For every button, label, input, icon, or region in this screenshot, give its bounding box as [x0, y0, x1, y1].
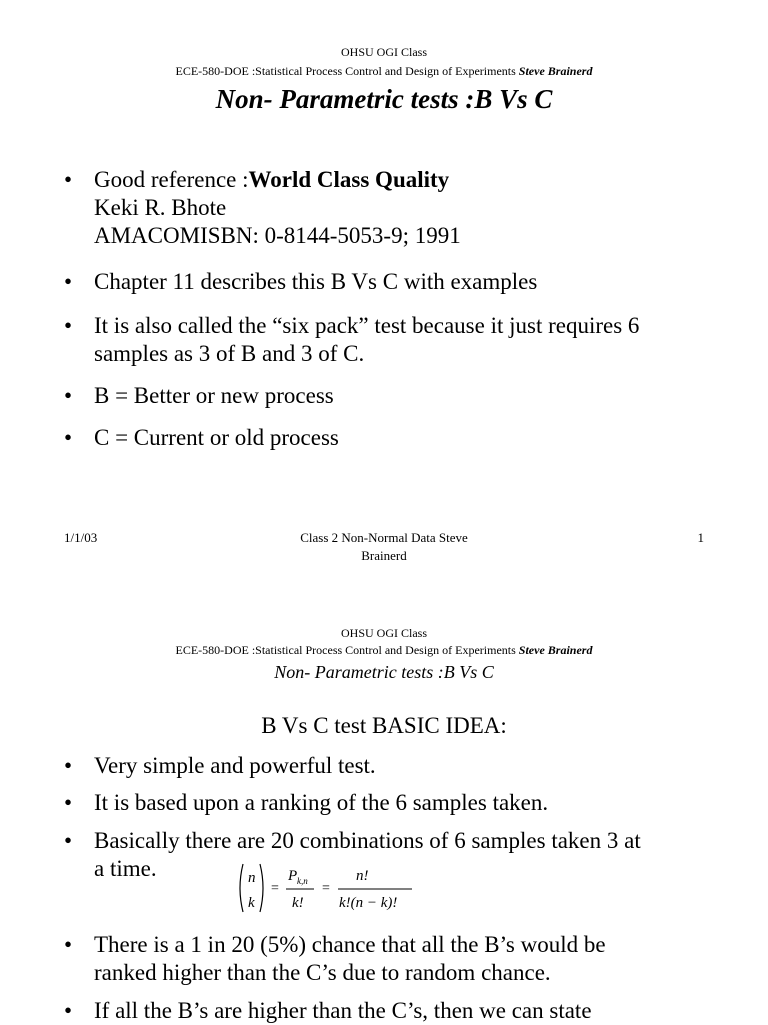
formula-n-factorial: n!: [356, 868, 369, 884]
bullet-dot: •: [64, 998, 73, 1023]
slide1-bullet-six-pack: [64, 312, 724, 368]
slide1-bullet-chapter: [64, 268, 724, 296]
reference-isbn: AMACOMISBN: 0-8144-5053-9; 1991: [94, 223, 461, 248]
slide2-title: Non- Parametric tests :B Vs C: [274, 662, 494, 682]
slide1-footer-date: 1/1/03: [64, 530, 98, 545]
bullet-text-line1: It is also called the “six pack” test because it just requires 6: [94, 313, 640, 338]
slide2-bullet-chance: [64, 931, 724, 987]
bullet-dot: •: [64, 425, 73, 450]
formula-p: P: [288, 868, 298, 884]
bullet-text-line2: samples as 3 of B and 3 of C.: [94, 341, 365, 366]
slide1-header-course: [0, 64, 768, 78]
formula-k: k: [248, 895, 255, 911]
bullet-dot: •: [64, 383, 73, 408]
footer-center-line1: Class 2 Non-Normal Data Steve: [300, 530, 468, 545]
slide2-bullet-ranking: [64, 789, 724, 817]
bullet-dot: •: [64, 167, 73, 192]
formula-equals-2: =: [322, 881, 330, 896]
formula-n: n: [248, 870, 256, 886]
bullet-text-line1: There is a 1 in 20 (5%) chance that all the B’s would be: [94, 932, 606, 957]
slide1-footer-center: [234, 529, 534, 565]
slide1-header-class: OHSU OGI Class: [340, 45, 427, 59]
formula-left-paren: [240, 864, 243, 912]
reference-prefix: Good reference :: [94, 167, 249, 192]
formula-right-paren: [260, 864, 263, 912]
bullet-text-line2: ranked higher than the C’s due to random chance.: [94, 960, 551, 985]
footer-center-line2: Brainerd: [361, 548, 407, 563]
slide2-course-name: ECE-580-DOE :Statistical Process Control and Design of Experiments: [175, 643, 516, 657]
slide1-course-name: ECE-580-DOE :Statistical Process Control and Design of Experiments: [175, 64, 516, 78]
slide2-author: Steve Brainerd: [518, 643, 593, 657]
slide1-footer-page-number: 1: [697, 530, 704, 545]
slide1-bullet-reference: [64, 166, 724, 250]
formula-k-factorial: k!: [292, 895, 304, 911]
bullet-dot: •: [64, 753, 73, 778]
bullet-dot: •: [64, 932, 73, 957]
bullet-dot: •: [64, 828, 73, 853]
slide2-header-class: OHSU OGI Class: [340, 626, 427, 640]
slide1-bullet-c-definition: [64, 424, 724, 452]
bullet-text: It is based upon a ranking of the 6 samples taken.: [94, 790, 549, 815]
bullet-text: If all the B’s are higher than the C’s, then we can state: [94, 998, 592, 1023]
bullet-text: C = Current or old process: [94, 425, 339, 450]
formula-denominator: k!(n − k)!: [339, 895, 398, 911]
formula-equals-1: =: [271, 881, 279, 896]
combination-formula: [236, 860, 416, 916]
slide2-subtitle: B Vs C test BASIC IDEA:: [261, 713, 507, 738]
bullet-dot: •: [64, 269, 73, 294]
formula-p-subscript: k,n: [297, 876, 308, 886]
bullet-dot: •: [64, 313, 73, 338]
slide1-bullet-b-definition: [64, 382, 724, 410]
slide2-bullet-simple: [64, 752, 724, 780]
bullet-text: Very simple and powerful test.: [94, 753, 376, 778]
bullet-text: B = Better or new process: [94, 383, 334, 408]
reference-book-title: World Class Quality: [248, 167, 450, 192]
slide1-title: Non- Parametric tests :B Vs C: [215, 84, 553, 114]
bullet-text: Chapter 11 describes this B Vs C with examples: [94, 269, 538, 294]
slide2-header-course: [0, 643, 768, 657]
bullet-dot: •: [64, 790, 73, 815]
slide1-author: Steve Brainerd: [518, 64, 593, 78]
bullet-text-line1: Basically there are 20 combinations of 6 samples taken 3 at: [94, 828, 641, 853]
slide2-bullet-conclusion: [64, 997, 724, 1025]
bullet-text-line2: a time.: [94, 856, 157, 881]
reference-author: Keki R. Bhote: [94, 195, 227, 220]
